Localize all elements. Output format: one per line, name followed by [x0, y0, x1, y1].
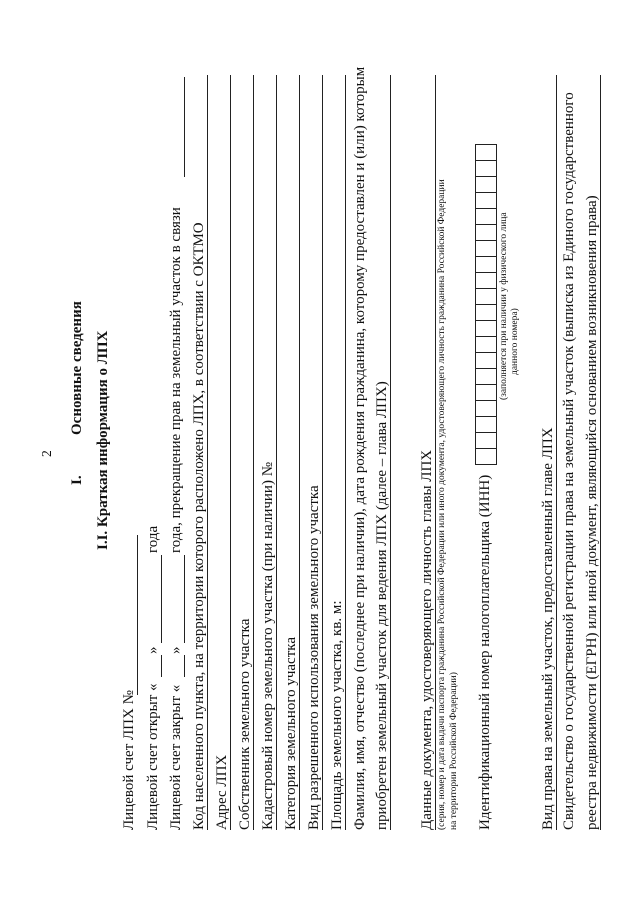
inn-digit-box[interactable]	[475, 352, 497, 369]
owner-field[interactable]	[253, 75, 254, 830]
inn-digit-box[interactable]	[475, 448, 497, 465]
area-field[interactable]	[345, 75, 346, 830]
certificate-label-line2: реестра недвижимости (ЕГРН) или иной документ, являющийся основанием возникновения права)	[584, 195, 600, 830]
inn-digit-box[interactable]	[475, 176, 497, 193]
identity-doc-note-line1: (серия, номер и дата выдачи паспорта гражданина Российской Федерации или иного документа, удостоверяющего личность гражданина Российской Федерации	[437, 179, 447, 830]
account-number-field[interactable]	[137, 535, 138, 695]
oktmo-field[interactable]	[207, 75, 208, 830]
oktmo-label: Код населенного пункта, на территории которого расположено ЛПХ, в соответствии с ОКТМО	[191, 222, 207, 830]
category-field[interactable]	[299, 75, 300, 830]
identity-doc-field[interactable]	[435, 75, 436, 830]
cadastral-label: Кадастровый номер земельного участка (при наличии) №	[260, 461, 276, 830]
head-label-line2: приобретен земельный участок для ведения ЛПХ (далее – глава ЛПХ)	[374, 381, 390, 830]
certificate-label-line1: Свидетельство о государственной регистрации права на земельный участок (выписка из Единого государственного	[561, 92, 577, 830]
inn-label: Идентификационный номер налогоплательщика (ИНН)	[477, 474, 493, 830]
closed-day-field[interactable]	[184, 655, 185, 677]
right-type-field[interactable]	[556, 75, 557, 830]
closed-month-year-field[interactable]	[184, 555, 185, 643]
inn-digit-box[interactable]	[475, 144, 497, 161]
opened-label: Лицевой счет открыт «	[145, 683, 161, 830]
inn-digit-box[interactable]	[475, 320, 497, 337]
closed-reason-label: года, прекращение прав на земельный участок в связи	[168, 207, 184, 553]
inn-digit-box[interactable]	[475, 160, 497, 177]
head-field[interactable]	[390, 75, 391, 830]
opened-quote: »	[145, 646, 161, 654]
opened-day-field[interactable]	[161, 655, 162, 677]
subsection-title: I.I. Краткая информация о ЛПХ	[95, 330, 111, 550]
permitted-use-field[interactable]	[322, 75, 323, 830]
opened-month-year-field[interactable]	[161, 555, 162, 643]
opened-year-label: года	[145, 525, 161, 553]
category-label: Категория земельного участка	[283, 637, 299, 830]
address-field[interactable]	[230, 75, 231, 830]
inn-digit-box[interactable]	[475, 304, 497, 321]
certificate-field[interactable]	[600, 75, 601, 830]
closed-label: Лицевой счет закрыт «	[168, 684, 184, 830]
inn-note-line1: (заполняется при наличии у физического лица	[499, 212, 509, 400]
closed-reason-field[interactable]	[184, 77, 185, 177]
identity-doc-label: Данные документа, удостоверяющего личность главы ЛПХ	[419, 449, 435, 830]
inn-digit-box[interactable]	[475, 432, 497, 449]
inn-digit-box[interactable]	[475, 400, 497, 417]
cadastral-field[interactable]	[276, 75, 277, 830]
inn-digit-box[interactable]	[475, 336, 497, 353]
inn-digit-boxes[interactable]	[475, 145, 497, 465]
head-label-line1: Фамилия, имя, отчество (последнее при наличии), дата рождения гражданина, которому предоставлен и (или) которым	[352, 66, 368, 830]
inn-note-line2: данного номера)	[510, 308, 520, 375]
inn-digit-box[interactable]	[475, 224, 497, 241]
inn-digit-box[interactable]	[475, 416, 497, 433]
inn-digit-box[interactable]	[475, 192, 497, 209]
account-number-label: Лицевой счет ЛПХ №	[121, 690, 137, 830]
section-numeral: I.	[69, 475, 85, 485]
address-label: Адрес ЛПХ	[214, 754, 230, 830]
owner-label: Собственник земельного участка	[237, 618, 253, 830]
page-number: 2	[39, 450, 54, 457]
area-label: Площадь земельного участка, кв. м:	[329, 600, 345, 830]
inn-digit-box[interactable]	[475, 368, 497, 385]
inn-digit-box[interactable]	[475, 256, 497, 273]
inn-digit-box[interactable]	[475, 208, 497, 225]
inn-digit-box[interactable]	[475, 288, 497, 305]
permitted-use-label: Вид разрешенного использования земельного участка	[306, 485, 322, 830]
closed-quote: »	[168, 646, 184, 654]
inn-digit-box[interactable]	[475, 384, 497, 401]
section-title: Основные сведения	[69, 301, 85, 435]
inn-digit-box[interactable]	[475, 240, 497, 257]
inn-digit-box[interactable]	[475, 272, 497, 289]
right-type-label: Вид права на земельный участок, предоставленный главе ЛПХ	[540, 427, 556, 830]
identity-doc-note-line2: на территории Российской Федерации)	[449, 672, 459, 830]
